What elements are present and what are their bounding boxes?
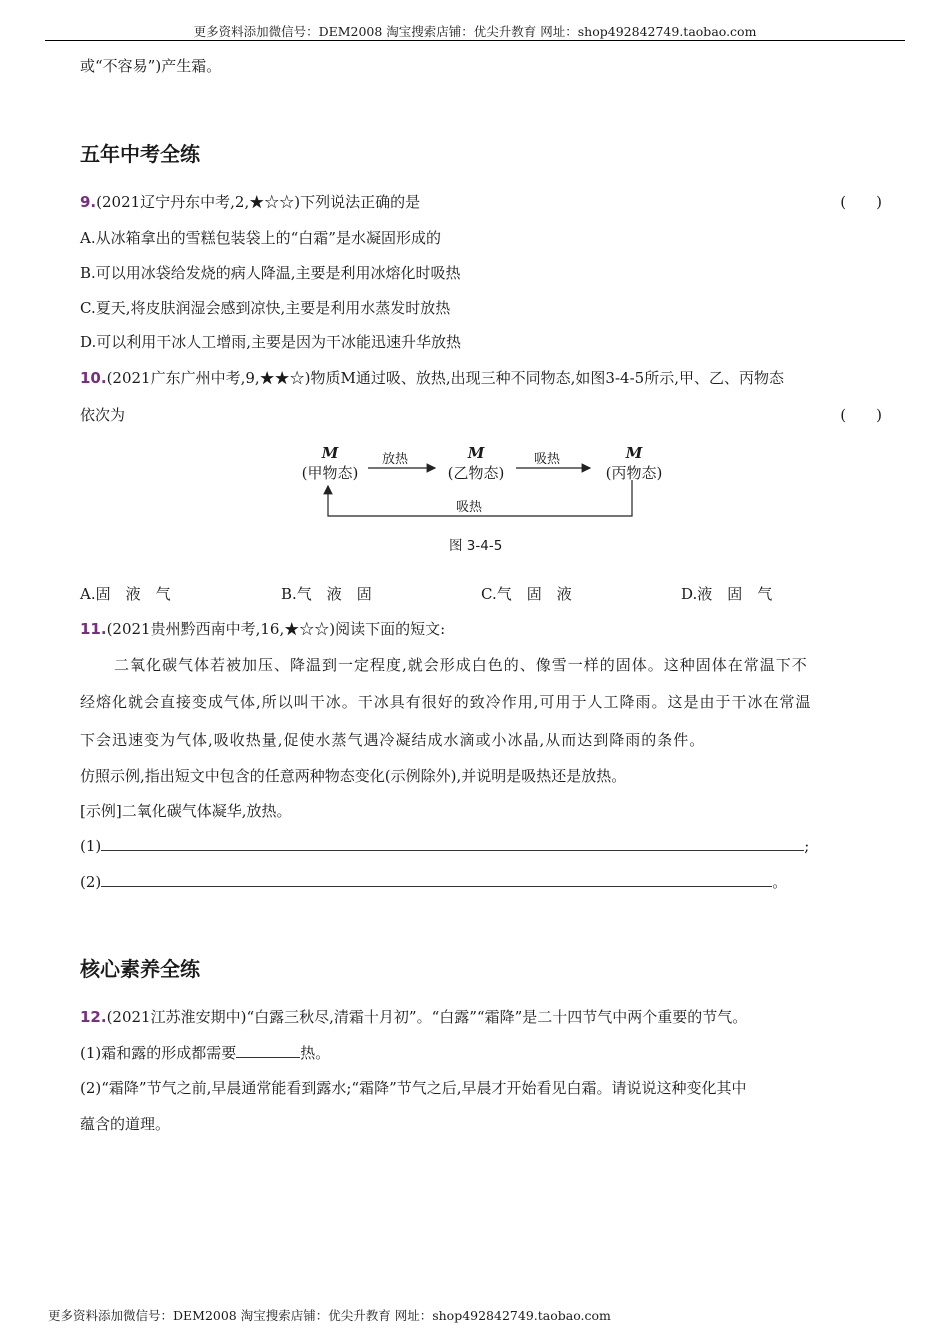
q12-sub1 — [80, 1042, 330, 1063]
q11-passage-line-1: 二氧化碳气体若被加压、降温到一定程度,就会形成白色的、像雪一样的固体。这种固体在常温下不 — [114, 656, 808, 674]
q10-option-d: D.液 固 气 — [681, 585, 773, 603]
intro-line: 或“不容易”)产生霜。 — [80, 57, 222, 75]
q11-passage-line-2: 经熔化就会直接变成气体,所以叫干冰。干冰具有很好的致冷作用,可用于人工降雨。这是由于干冰在常温 — [80, 693, 812, 711]
answer-blank-2[interactable] — [101, 872, 772, 887]
q11-blank-1 — [80, 836, 809, 855]
arrow2-label: 吸热 — [534, 452, 561, 467]
q9-option-a: A.从冰箱拿出的雪糕包装袋上的“白霜”是水凝固形成的 — [80, 229, 441, 247]
q11-blank-2 — [80, 871, 787, 892]
node-m-label: M — [467, 444, 485, 462]
q12-sub1-text-a: (1)霜和露的形成都需要 — [80, 1044, 237, 1062]
blank2-end: 。 — [772, 873, 788, 891]
q12-stem-text: (2021江苏淮安期中)“白露三秋尽,清霜十月初”。“白露”“霜降”是二十四节气中两个重要的节气。 — [106, 1008, 748, 1026]
q10-stem-text: (2021广东广州中考,9,★★☆)物质M通过吸、放热,出现三种不同物态,如图3-4-5所示,甲、乙、丙物态 — [106, 369, 784, 387]
page-header: 更多资料添加微信号：DEM2008 淘宝搜索店铺：优尖升教育 网址：shop492842749.taobao.com — [193, 24, 757, 39]
q10-option-a: A.固 液 气 — [80, 585, 171, 603]
section-title-five-year: 五年中考全练 — [80, 142, 200, 166]
q12-sub1-text-b: 热。 — [300, 1044, 331, 1062]
q12-number: 12. — [80, 1008, 107, 1026]
q12-stem — [80, 1006, 747, 1027]
diagram-node-jia — [292, 444, 368, 483]
diagram-node-bing — [594, 444, 674, 483]
node-m-label: M — [625, 444, 643, 462]
node-bing-label: (丙物态) — [605, 464, 663, 482]
phase-change-diagram — [290, 432, 685, 522]
q10-answer-paren: ( ) — [840, 406, 882, 424]
q12-sub2-line2: 蕴含的道理。 — [80, 1115, 171, 1133]
answer-blank-q12[interactable] — [236, 1043, 300, 1058]
q11-instruction: 仿照示例,指出短文中包含的任意两种物态变化(示例除外),并说明是吸热还是放热。 — [80, 767, 627, 785]
node-yi-label: (乙物态) — [447, 464, 505, 482]
q11-number: 11. — [80, 620, 107, 638]
q9-stem-text: (2021辽宁丹东中考,2,★☆☆)下列说法正确的是 — [96, 193, 421, 211]
q9-stem — [80, 191, 420, 212]
q9-option-b: B.可以用冰袋给发烧的病人降温,主要是利用冰熔化时吸热 — [80, 264, 461, 282]
section-title-core-literacy: 核心素养全练 — [80, 957, 200, 981]
q9-number: 9. — [80, 193, 97, 211]
arrow3-label: 吸热 — [456, 500, 483, 515]
page-footer: 更多资料添加微信号：DEM2008 淘宝搜索店铺：优尖升教育 网址：shop492842749.taobao.com — [48, 1308, 611, 1323]
node-jia-label: (甲物态) — [301, 464, 359, 482]
q9-option-d: D.可以利用干冰人工增雨,主要是因为干冰能迅速升华放热 — [80, 333, 462, 351]
q11-stem — [80, 618, 445, 639]
node-m-label: M — [321, 444, 339, 462]
diagram-node-yi — [436, 444, 516, 483]
q12-sub2: (2)“霜降”节气之前,早晨通常能看到露水;“霜降”节气之后,早晨才开始看见白霜。请说说这种变化其中 — [80, 1079, 747, 1097]
answer-blank-1[interactable] — [101, 836, 804, 851]
q10-number: 10. — [80, 369, 107, 387]
blank2-label: (2) — [80, 873, 102, 891]
q9-option-c: C.夏天,将皮肤润湿会感到凉快,主要是利用水蒸发时放热 — [80, 299, 451, 317]
figure-caption: 图 3-4-5 — [449, 538, 503, 554]
q11-stem-text: (2021贵州黔西南中考,16,★☆☆)阅读下面的短文: — [106, 620, 446, 638]
q10-option-b: B.气 液 固 — [281, 585, 372, 603]
q10-stem-line2: 依次为 — [80, 406, 126, 424]
header-rule — [45, 40, 905, 41]
q9-answer-paren: ( ) — [840, 193, 882, 211]
blank1-label: (1) — [80, 837, 102, 855]
arrow1-label: 放热 — [382, 452, 409, 467]
q10-stem — [80, 367, 784, 388]
q11-passage-line-3: 下会迅速变为气体,吸收热量,促使水蒸气遇冷凝结成水滴或小冰晶,从而达到降雨的条件。 — [80, 731, 706, 749]
q10-option-c: C.气 固 液 — [481, 585, 572, 603]
blank1-end: ; — [804, 837, 810, 855]
q11-example: [示例]二氧化碳气体凝华,放热。 — [80, 802, 292, 820]
